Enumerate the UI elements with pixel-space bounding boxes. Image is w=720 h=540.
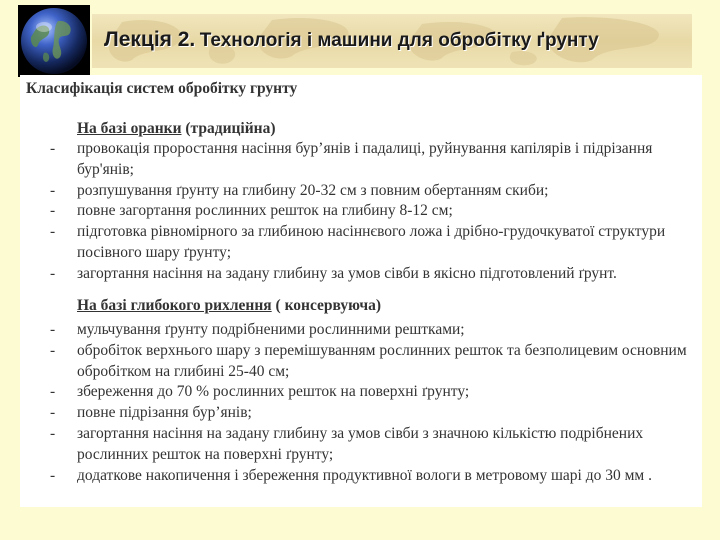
list-item: - загортання насіння на задану глибину за умов сівби з значною кількістю подрібнених рослинних решток на поверхні ґрунту;	[50, 424, 644, 463]
section-qualifier-conservation: ( консервуюча)	[275, 297, 382, 314]
list-item: - додаткове накопичення і збереження продуктивної вологи в метровому шарі до 30 мм .	[50, 466, 652, 484]
title-bar	[92, 14, 692, 68]
list-item: - збереження до 70 % рослинних решток на поверхні ґрунту;	[50, 383, 470, 401]
deep-loosening-items-list	[20, 320, 702, 486]
classification-heading: Класифікація систем обробітку грунту	[26, 80, 298, 97]
content-panel	[20, 75, 702, 507]
title-lecture: Лекція 2.	[104, 28, 196, 51]
section-title-plowing-label: На базі оранки	[77, 120, 182, 137]
list-item: - повне загортання рослинних решток на глибину 8-12 см;	[50, 202, 453, 220]
plowing-items-list	[20, 139, 702, 285]
globe-logo	[18, 5, 90, 77]
list-item: - загортання насіння на задану глибину за умов сівби в якісно підготовлений ґрунт.	[50, 264, 617, 282]
list-item: - мульчування ґрунту подрібненими рослинними рештками;	[50, 321, 465, 338]
section-title-deep-loosening-label: На базі глибокого рихлення	[77, 297, 272, 314]
page-title	[104, 28, 599, 52]
list-item: - обробіток верхнього шару з перемішуванням рослинних решток та безполицевим основним обробітком на глибині 25-40 см;	[50, 341, 687, 380]
section-title-deep-loosening	[77, 297, 381, 315]
title-topic: Технологія і машини для обробітку ґрунту	[199, 30, 599, 51]
section-title-plowing	[77, 120, 276, 138]
list-item: - провокація проростання насіння бур’янів і падалиці, руйнування капілярів і підрізання бур'янів;	[50, 140, 653, 178]
list-item: - повне підрізання бур’янів;	[50, 404, 252, 422]
list-item: - розпушування ґрунту на глибину 20-32 см з повним обертанням скиби;	[50, 181, 549, 199]
section-qualifier-traditional: (традиційна)	[185, 120, 276, 137]
list-item: - підготовка рівномірного за глибиною насіннєвого ложа і дрібно-грудочкуватої структури посівного шару ґрунту;	[50, 223, 666, 261]
